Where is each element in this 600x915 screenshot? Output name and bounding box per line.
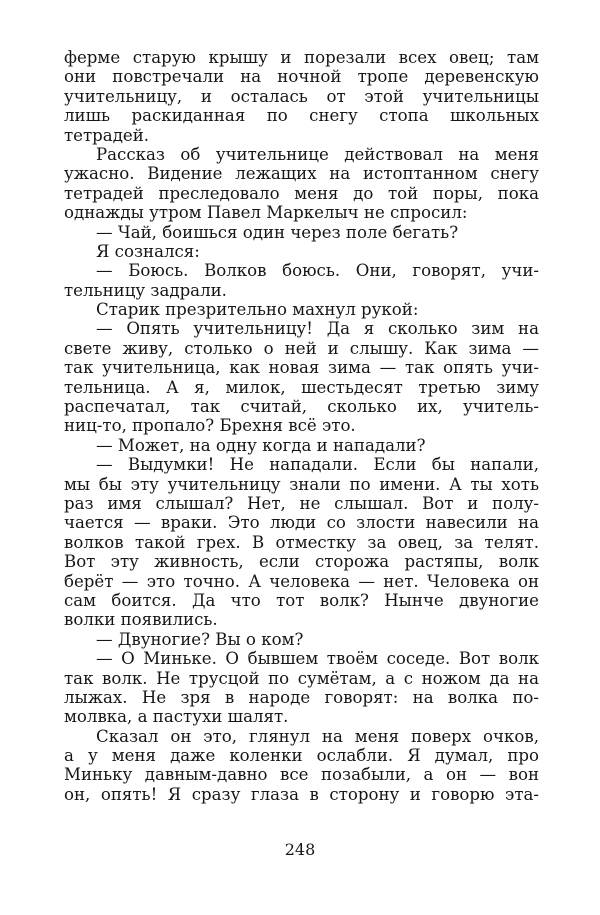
text-line: раз имя слышал? Нет, не слышал. Вот и полу-: [64, 493, 539, 513]
text-line: лыжах. Не зря в народе говорят: на волка по-: [64, 687, 539, 707]
text-line: тельницу задрали.: [64, 280, 227, 300]
text-line: ферме старую крышу и порезали всех овец; там: [64, 48, 539, 67]
text-line: так учительница, как новая зима — так опять учи-: [64, 358, 539, 378]
text-line: ниц-то, пропало? Брехня всё это.: [64, 416, 356, 436]
text-line: тельница. А я, милок, шестьдесят третью зиму: [64, 377, 539, 397]
text-line: тетрадей преследовало меня до той поры, пока: [64, 183, 539, 203]
text-line: — Боюсь. Волков боюсь. Они, говорят, учи-: [96, 261, 539, 281]
text-line: — Выдумки! Не нападали. Если бы напали,: [96, 455, 539, 475]
text-line: мы бы эту учительницу знали по имени. А ты хоть: [64, 474, 539, 494]
text-line: Старик презрительно махнул рукой:: [96, 300, 419, 320]
text-line: учительницу, и осталась от этой учительницы: [64, 86, 539, 106]
page-body-text: [64, 48, 539, 804]
text-line: чается — враки. Это люди со злости навесили на: [64, 513, 539, 533]
text-line: — Может, на одну когда и нападали?: [96, 435, 426, 455]
text-line: — Двуногие? Вы о ком?: [96, 629, 304, 649]
text-line: — Опять учительницу! Да я сколько зим на: [96, 319, 539, 339]
text-line: распечатал, так считай, сколько их, учитель-: [64, 397, 539, 417]
text-line: они повстречали на ночной тропе деревенскую: [64, 67, 539, 87]
text-line: свете живу, столько о ней и слышу. Как зима —: [64, 338, 539, 358]
page-number: 248: [284, 840, 316, 859]
text-line: ужасно. Видение лежащих на истоптанном снегу: [64, 164, 539, 184]
text-line: берёт — это точно. А человека — нет. Человека он: [64, 571, 539, 591]
text-line: так волк. Не трусцой по сумётам, а с ножом да на: [64, 668, 539, 688]
text-line: Вот эту живность, если сторожа растяпы, волк: [64, 552, 539, 572]
text-line: Рассказ об учительнице действовал на меня: [96, 144, 539, 164]
text-line: а у меня даже коленки ослабли. Я думал, про: [64, 746, 539, 766]
text-line: тетрадей.: [64, 125, 150, 145]
text-line: Я сознался:: [96, 241, 200, 261]
text-line: Сказал он это, глянул на меня поверх очков,: [96, 726, 539, 746]
text-line: сам боится. Да что тот волк? Нынче двуногие: [64, 590, 539, 610]
text-line: — Чай, боишься один через поле бегать?: [96, 222, 459, 242]
text-line: молвка, а пастухи шалят.: [64, 707, 289, 727]
text-line: — О Миньке. О бывшем твоём соседе. Вот волк: [96, 649, 539, 669]
text-line: лишь раскиданная по снегу стопа школьных: [64, 106, 539, 126]
text-line: однажды утром Павел Маркелыч не спросил:: [64, 203, 468, 223]
text-line: он, опять! Я сразу глаза в сторону и говорю эта-: [64, 784, 539, 804]
text-line: Миньку давным-давно все позабыли, а он — вон: [64, 765, 539, 785]
text-line: волки появились.: [64, 610, 218, 630]
text-line: волков такой грех. В отместку за овец, за телят.: [64, 532, 539, 552]
